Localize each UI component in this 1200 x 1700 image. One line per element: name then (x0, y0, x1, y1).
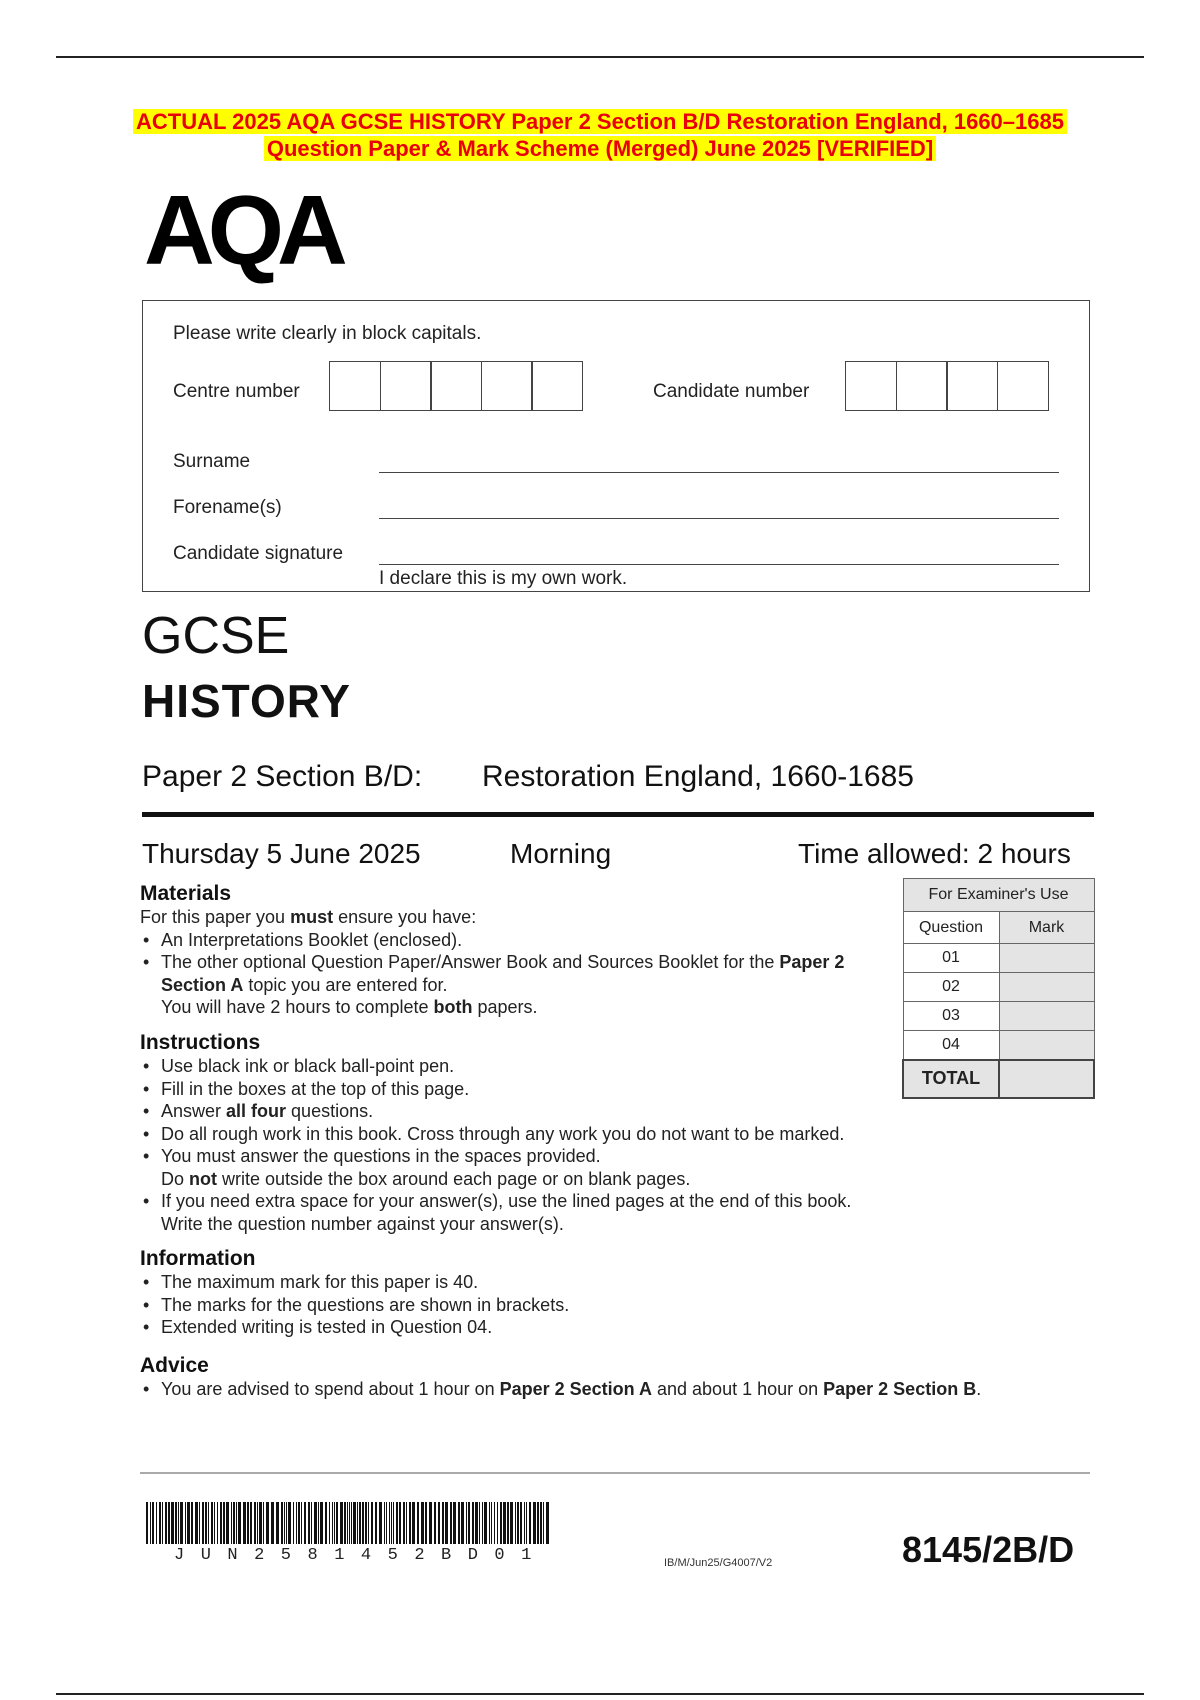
mark-cell (999, 1031, 1094, 1060)
declaration-text: I declare this is my own work. (379, 568, 628, 589)
barcode-graphic (146, 1502, 556, 1544)
barcode-bar (442, 1502, 444, 1544)
examiner-table-title: For Examiner's Use (903, 879, 1094, 912)
barcode-bar (379, 1502, 382, 1544)
barcode-bar (359, 1502, 361, 1544)
instructions-section (140, 1031, 940, 1235)
barcode-bar (286, 1502, 287, 1544)
barcode-bar (226, 1502, 229, 1544)
candidate-digit-box[interactable] (946, 361, 998, 411)
barcode-bar (494, 1502, 495, 1544)
barcode-bar (537, 1502, 539, 1544)
barcode-bar (479, 1502, 480, 1544)
barcode-bar (533, 1502, 536, 1544)
barcode-bar (332, 1502, 333, 1544)
barcode-bar (233, 1502, 235, 1544)
banner-line-1: ACTUAL 2025 AQA GCSE HISTORY Paper 2 Section B/D Restoration England, 1660–1685 (133, 109, 1067, 134)
barcode-bar (271, 1502, 274, 1544)
barcode-bar (406, 1502, 407, 1544)
advice-heading: Advice (140, 1354, 209, 1377)
barcode-bar (152, 1502, 154, 1544)
title-divider (142, 812, 1094, 817)
barcode-bar (445, 1502, 448, 1544)
centre-digit-box[interactable] (531, 361, 583, 411)
barcode-bar (217, 1502, 218, 1544)
barcode-bar (311, 1502, 312, 1544)
barcode-bar (238, 1502, 241, 1544)
exam-date: Thursday 5 June 2025 (142, 838, 421, 869)
list-item: • Use black ink or black ball-point pen. (140, 1055, 940, 1078)
barcode-bar (393, 1502, 394, 1544)
barcode-bar (529, 1502, 531, 1544)
barcode-bar (150, 1502, 151, 1544)
barcode-bar (340, 1502, 343, 1544)
barcode-bar (468, 1502, 470, 1544)
mark-cell (999, 944, 1094, 973)
barcode-bar (453, 1502, 456, 1544)
barcode-bar (223, 1502, 225, 1544)
barcode-bar (438, 1502, 440, 1544)
title-banner (0, 108, 1200, 162)
barcode-bar (199, 1502, 200, 1544)
forename-line[interactable] (379, 518, 1059, 519)
centre-digit-box[interactable] (380, 361, 432, 411)
list-item: • Answer all four questions. (140, 1100, 940, 1123)
barcode-bar (399, 1502, 401, 1544)
list-item: • The maximum mark for this paper is 40. (140, 1271, 940, 1294)
barcode-bar (304, 1502, 306, 1544)
barcode-bar (191, 1502, 193, 1544)
barcode-bar (288, 1502, 291, 1544)
centre-digit-box[interactable] (430, 361, 482, 411)
candidate-number-boxes[interactable] (845, 361, 1047, 411)
barcode-bar (475, 1502, 478, 1544)
barcode-bar (159, 1502, 161, 1544)
materials-heading: Materials (140, 882, 232, 905)
barcode-bar (491, 1502, 492, 1544)
barcode-bar (180, 1502, 183, 1544)
barcode-bar (178, 1502, 179, 1544)
candidate-number-label: Candidate number (653, 381, 810, 402)
barcode-bar (403, 1502, 405, 1544)
question-number: 04 (903, 1031, 999, 1060)
banner-line-2: Question Paper & Mark Scheme (Merged) June 2025 [VERIFIED] (264, 136, 936, 161)
barcode-bar (281, 1502, 283, 1544)
barcode-bar (162, 1502, 163, 1544)
paper-label: Paper 2 Section B/D: (142, 760, 423, 793)
barcode-bar (314, 1502, 317, 1544)
surname-label: Surname (173, 451, 251, 472)
barcode-bar (546, 1502, 549, 1544)
question-number: 03 (903, 1002, 999, 1031)
barcode-bar (236, 1502, 237, 1544)
barcode-bar (540, 1502, 542, 1544)
barcode-bar (472, 1502, 474, 1544)
barcode-bar (293, 1502, 294, 1544)
barcode-bar (250, 1502, 252, 1544)
barcode-bar (211, 1502, 213, 1544)
mark-column-header: Mark (999, 912, 1094, 944)
barcode-bar (165, 1502, 167, 1544)
barcode-bar (429, 1502, 432, 1544)
barcode-bar (386, 1502, 387, 1544)
centre-digit-box[interactable] (481, 361, 533, 411)
paper-code: 8145/2B/D (902, 1529, 1075, 1570)
question-number: 01 (903, 944, 999, 973)
information-heading: Information (140, 1247, 256, 1270)
barcode-bar (202, 1502, 204, 1544)
barcode-bar (259, 1502, 262, 1544)
barcode-bar (526, 1502, 527, 1544)
barcode-bar (458, 1502, 460, 1544)
barcode-bar (368, 1502, 369, 1544)
barcode-bar (389, 1502, 390, 1544)
barcode-bar (507, 1502, 509, 1544)
list-item: • You are advised to spend about 1 hour on Paper 2 Section A and about 1 hour on Paper 2 Section B. (140, 1378, 1100, 1401)
barcode-bar (325, 1502, 327, 1544)
barcode-bar (524, 1502, 525, 1544)
barcode-bar (247, 1502, 249, 1544)
barcode-bar (520, 1502, 522, 1544)
advice-section (140, 1354, 1100, 1401)
barcode-bar (417, 1502, 419, 1544)
list-item: • The marks for the questions are shown in brackets. (140, 1294, 940, 1317)
barcode-bar (450, 1502, 452, 1544)
barcode-bar (276, 1502, 279, 1544)
materials-section (140, 882, 900, 1019)
barcode-bar (434, 1502, 436, 1544)
signature-line[interactable] (379, 564, 1059, 565)
barcode-bar (308, 1502, 310, 1544)
barcode-bar (257, 1502, 258, 1544)
mark-cell (999, 1002, 1094, 1031)
barcode-bar (391, 1502, 392, 1544)
barcode-bar (301, 1502, 302, 1544)
topic-title: Restoration England, 1660-1685 (482, 760, 914, 793)
candidate-digit-box[interactable] (896, 361, 948, 411)
barcode-bar (461, 1502, 464, 1544)
surname-line[interactable] (379, 472, 1059, 473)
centre-number-boxes[interactable] (329, 361, 582, 411)
barcode-bar (171, 1502, 174, 1544)
barcode-bar (208, 1502, 209, 1544)
barcode-bar (357, 1502, 358, 1544)
barcode-bar (298, 1502, 300, 1544)
information-section (140, 1247, 940, 1339)
barcode-bar (466, 1502, 467, 1544)
barcode-bar (254, 1502, 256, 1544)
barcode-bar (329, 1502, 330, 1544)
paper-reference: IB/M/Jun25/G4007/V2 (664, 1557, 773, 1569)
barcode-bar (168, 1502, 170, 1544)
list-item: • The other optional Question Paper/Answer Book and Sources Booklet for the Paper 2 Section A topic you are entered for. You will have 2 hours to complete both papers. (140, 951, 900, 1019)
total-mark-cell (999, 1060, 1094, 1098)
barcode-bar (187, 1502, 190, 1544)
instructions-heading: Instructions (140, 1031, 261, 1054)
examiner-use-table (902, 878, 1095, 1099)
candidate-digit-box[interactable] (997, 361, 1049, 411)
barcode-bar (412, 1502, 415, 1544)
barcode-bar (214, 1502, 215, 1544)
barcode-bar (515, 1502, 516, 1544)
barcode-bar (375, 1502, 377, 1544)
list-item: • If you need extra space for your answer(s), use the lined pages at the end of this book. Write the question number against your answer(s). (140, 1190, 940, 1235)
barcode-bar (500, 1502, 502, 1544)
barcode-bar (195, 1502, 198, 1544)
barcode-bar (175, 1502, 177, 1544)
barcode-bar (497, 1502, 498, 1544)
barcode-bar (318, 1502, 319, 1544)
list-item: • Do all rough work in this book. Cross through any work you do not want to be marked. (140, 1123, 940, 1146)
candidate-digit-box[interactable] (845, 361, 897, 411)
barcode-bar (353, 1502, 356, 1544)
top-rule (56, 56, 1144, 58)
materials-intro: For this paper you must ensure you have: (140, 907, 477, 927)
barcode-bar (543, 1502, 544, 1544)
barcode-bar (349, 1502, 350, 1544)
barcode-bar (362, 1502, 364, 1544)
barcode-bar (243, 1502, 246, 1544)
signature-label: Candidate signature (173, 543, 344, 564)
list-item: • Fill in the boxes at the top of this page. (140, 1078, 940, 1101)
centre-digit-box[interactable] (329, 361, 381, 411)
barcode-bar (396, 1502, 398, 1544)
barcode-bar (334, 1502, 335, 1544)
total-label: TOTAL (903, 1060, 999, 1098)
candidate-details-box (142, 300, 1090, 592)
barcode-bar (517, 1502, 519, 1544)
time-allowed: Time allowed: 2 hours (798, 838, 1071, 869)
barcode-bar (336, 1502, 338, 1544)
centre-number-label: Centre number (173, 381, 300, 402)
barcode-bar (347, 1502, 348, 1544)
list-item: • You must answer the questions in the spaces provided. Do not write outside the box around each page or on blank pages. (140, 1145, 940, 1190)
barcode-bar (409, 1502, 411, 1544)
barcode-text: JUN2581452BD01 (174, 1546, 548, 1565)
list-item: • Extended writing is tested in Question 04. (140, 1316, 940, 1339)
forename-label: Forename(s) (173, 497, 282, 518)
barcode-bar (425, 1502, 427, 1544)
barcode-bar (205, 1502, 207, 1544)
block-capitals-instruction: Please write clearly in block capitals. (173, 323, 482, 344)
barcode-bar (263, 1502, 264, 1544)
barcode-bar (220, 1502, 222, 1544)
list-item: • An Interpretations Booklet (enclosed). (140, 929, 900, 952)
barcode-bar (365, 1502, 367, 1544)
qualification-level: GCSE (142, 607, 290, 665)
barcode-bar (384, 1502, 385, 1544)
barcode-bar (284, 1502, 285, 1544)
barcode-bar (510, 1502, 513, 1544)
barcode-bar (371, 1502, 373, 1544)
barcode-bar (503, 1502, 506, 1544)
exam-session: Morning (510, 838, 612, 869)
barcode-bar (296, 1502, 297, 1544)
question-column-header: Question (903, 912, 999, 944)
barcode-bar (484, 1502, 487, 1544)
barcode-bar (421, 1502, 424, 1544)
question-number: 02 (903, 973, 999, 1002)
barcode-bar (231, 1502, 232, 1544)
barcode-bar (489, 1502, 490, 1544)
barcode-bar (266, 1502, 269, 1544)
barcode-bar (320, 1502, 323, 1544)
footer-divider (140, 1472, 1090, 1474)
barcode-bar (344, 1502, 346, 1544)
barcode-bar (351, 1502, 352, 1544)
subject-title: HISTORY (142, 675, 351, 727)
barcode-bar (146, 1502, 148, 1544)
barcode-bar (185, 1502, 186, 1544)
mark-cell (999, 973, 1094, 1002)
barcode-bar (482, 1502, 483, 1544)
bottom-rule (56, 1693, 1144, 1695)
barcode-bar (156, 1502, 157, 1544)
aqa-logo: AQA (144, 175, 341, 285)
